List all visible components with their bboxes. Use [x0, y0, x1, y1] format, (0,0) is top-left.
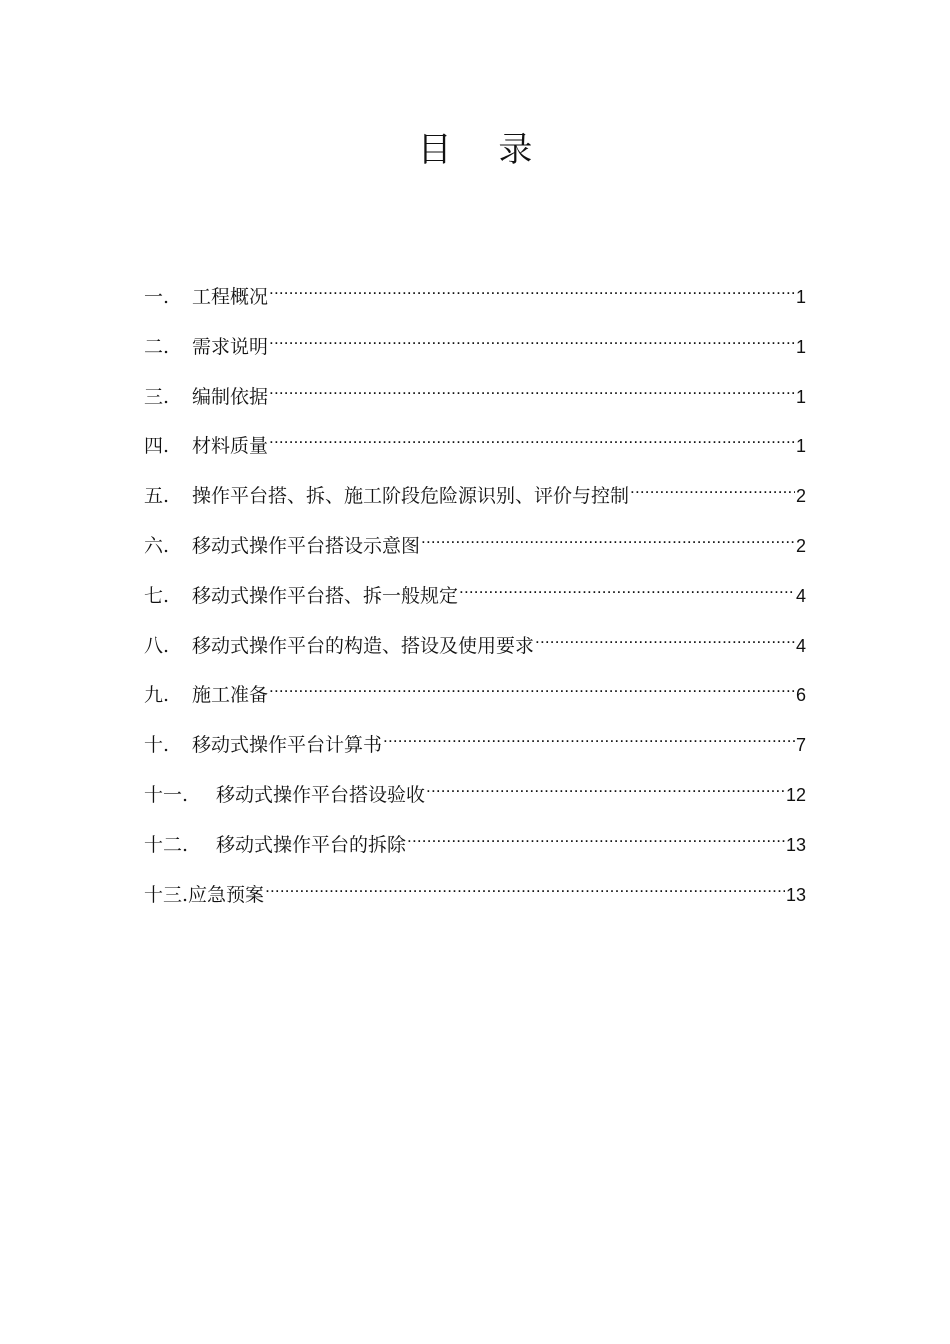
- toc-entry-text: 移动式操作平台的构造、搭设及使用要求: [192, 634, 535, 657]
- toc-entry[interactable]: [144, 381, 806, 431]
- toc-entry-number: 四.: [144, 435, 170, 458]
- toc-entry-number: 十二.: [144, 833, 189, 856]
- toc-entry-text: 材料质量: [192, 435, 269, 458]
- toc-entry-number: 三.: [144, 385, 170, 408]
- toc-entry-number: 五.: [144, 485, 170, 508]
- toc-entry-number: 八.: [144, 634, 170, 657]
- toc-entry-text: 操作平台搭、拆、施工阶段危险源识别、评价与控制: [192, 485, 630, 508]
- toc-entry-page: 7: [795, 735, 806, 756]
- toc-entry-text: 需求说明: [192, 335, 269, 358]
- toc-dot-leader: [269, 333, 795, 353]
- toc-entry[interactable]: [144, 331, 806, 381]
- toc-entry[interactable]: [144, 530, 806, 580]
- toc-entry-page: 13: [785, 834, 806, 855]
- toc-entry-text: 应急预案: [188, 883, 265, 906]
- toc-entry-text: 工程概况: [192, 286, 269, 308]
- toc-dot-leader: [407, 831, 785, 851]
- toc-entry[interactable]: [144, 480, 806, 530]
- toc-entry-text: 移动式操作平台计算书: [192, 734, 383, 757]
- toc-entry-text: 移动式操作平台搭设验收: [216, 783, 426, 806]
- toc-entry[interactable]: [144, 430, 806, 480]
- toc-entry-number: 二.: [144, 335, 170, 358]
- table-of-contents: [144, 281, 806, 928]
- toc-entry-text: 移动式操作平台搭、拆一般规定: [192, 584, 459, 607]
- toc-entry[interactable]: [144, 679, 806, 729]
- toc-entry-page: 1: [795, 386, 806, 407]
- toc-entry-number: 六.: [144, 534, 170, 557]
- toc-entry-page: 4: [795, 635, 806, 656]
- toc-dot-leader: [265, 881, 785, 901]
- toc-dot-leader: [269, 383, 795, 403]
- toc-entry-number: 十三.: [144, 883, 189, 906]
- toc-entry-page: 6: [795, 685, 806, 706]
- toc-dot-leader: [421, 532, 795, 552]
- page-title: 目 录: [417, 130, 551, 170]
- toc-dot-leader: [383, 731, 795, 751]
- toc-entry-number: 九.: [144, 684, 170, 707]
- toc-entry-number: 十.: [144, 734, 170, 757]
- toc-dot-leader: [535, 632, 795, 652]
- toc-entry-page: 2: [795, 535, 806, 556]
- toc-entry[interactable]: [144, 829, 806, 879]
- toc-dot-leader: [269, 432, 795, 452]
- toc-entry-page: 2: [795, 486, 806, 507]
- toc-entry-page: 1: [795, 287, 806, 307]
- toc-entry[interactable]: [144, 630, 806, 680]
- toc-entry-page: 12: [785, 784, 806, 805]
- toc-entry-number: 一.: [144, 286, 170, 308]
- toc-entry[interactable]: [144, 580, 806, 630]
- toc-entry[interactable]: [144, 779, 806, 829]
- toc-entry[interactable]: [144, 281, 806, 331]
- toc-dot-leader: [269, 681, 795, 701]
- toc-entry-number: 七.: [144, 584, 170, 607]
- toc-entry-page: 4: [795, 585, 806, 606]
- toc-entry[interactable]: [144, 729, 806, 779]
- toc-entry-text: 移动式操作平台搭设示意图: [192, 534, 421, 557]
- toc-entry-text: 施工准备: [192, 684, 269, 707]
- toc-entry-page: 1: [795, 436, 806, 457]
- toc-entry-page: 1: [795, 336, 806, 357]
- toc-entry-number: 十一.: [144, 783, 189, 806]
- toc-entry-text: 编制依据: [192, 385, 269, 408]
- toc-entry[interactable]: [144, 879, 806, 929]
- toc-dot-leader: [426, 781, 785, 801]
- toc-dot-leader: [269, 283, 795, 303]
- toc-entry-text: 移动式操作平台的拆除: [216, 833, 407, 856]
- toc-dot-leader: [630, 482, 795, 502]
- toc-entry-page: 13: [785, 884, 806, 905]
- toc-dot-leader: [459, 582, 795, 602]
